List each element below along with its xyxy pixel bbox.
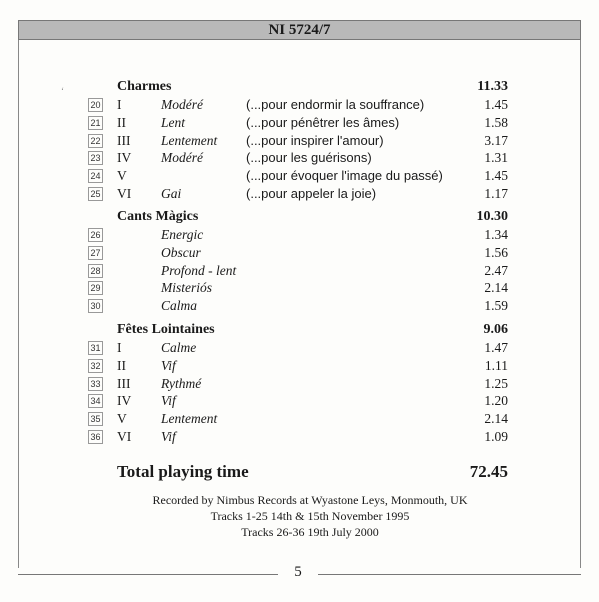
track-number: 23	[88, 151, 103, 165]
movement-numeral: VI	[117, 429, 132, 444]
track-number: 32	[88, 359, 103, 373]
track-row	[0, 150, 599, 168]
movement-numeral: IV	[117, 393, 132, 409]
track-number: 34	[88, 394, 103, 408]
movement-numeral: II	[117, 114, 126, 130]
movement-numeral: VI	[117, 186, 132, 201]
catalog-header: NI 5724/7	[18, 20, 581, 40]
movement-subtitle: (...pour évoquer l'image du passé)	[246, 168, 443, 184]
tempo-marking: Vif	[161, 357, 176, 373]
track-number: 21	[88, 116, 103, 130]
footer-rule-right	[318, 574, 581, 575]
track-number: 31	[88, 341, 103, 355]
track-duration: 1.47	[484, 340, 508, 355]
track-duration: 2.14	[484, 411, 508, 427]
track-duration: 1.59	[484, 298, 508, 314]
movement-numeral: IV	[117, 150, 132, 166]
track-number: 26	[88, 228, 103, 242]
track-row	[0, 227, 599, 245]
track-duration: 1.58	[484, 114, 508, 130]
track-row	[0, 429, 599, 447]
track-duration: 2.47	[484, 262, 508, 278]
tempo-marking: Rythmé	[161, 375, 202, 391]
track-duration: 1.20	[484, 393, 508, 409]
total-playing-time-label: Total playing time	[117, 462, 249, 481]
track-number: 35	[88, 412, 103, 426]
section-title: Cants Màgics	[117, 209, 199, 224]
track-duration: 1.34	[484, 227, 508, 242]
tempo-marking: Vif	[161, 393, 176, 409]
track-row	[0, 280, 599, 298]
tempo-marking: Lent	[161, 114, 186, 130]
section-title: Charmes	[117, 79, 172, 94]
page-number: 5	[294, 564, 302, 580]
track-duration: 2.14	[484, 280, 508, 296]
track-row	[0, 245, 599, 263]
track-duration: 1.56	[484, 244, 508, 260]
tempo-marking: Modéré	[161, 97, 203, 112]
movement-numeral: V	[117, 168, 127, 184]
track-duration: 1.17	[484, 186, 508, 201]
credits-session-1: Tracks 1-25 14th & 15th November 1995	[210, 509, 410, 523]
track-number: 28	[88, 264, 103, 278]
movement-subtitle: (...pour pénêtrer les âmes)	[246, 114, 400, 130]
track-number: 20	[88, 98, 103, 112]
credits-recorded: Recorded by Nimbus Records at Wyastone Leys, Monmouth, UK	[152, 493, 468, 507]
track-row	[0, 186, 599, 204]
movement-numeral: I	[117, 97, 122, 112]
tempo-marking: Vif	[161, 429, 176, 444]
movement-numeral: III	[117, 375, 131, 391]
tempo-marking: Calma	[161, 298, 198, 314]
track-row	[0, 358, 599, 376]
track-duration: 1.31	[484, 150, 508, 166]
tempo-marking: Misteriós	[161, 280, 213, 296]
track-number: 27	[88, 246, 103, 260]
track-number: 25	[88, 187, 103, 201]
tempo-marking: Calme	[161, 340, 197, 355]
movement-subtitle: (...pour endormir la souffrance)	[246, 97, 425, 112]
movement-numeral: I	[117, 340, 122, 355]
track-number: 22	[88, 134, 103, 148]
tempo-marking: Profond - lent	[161, 262, 237, 278]
track-row	[0, 376, 599, 394]
track-row	[0, 393, 599, 411]
margin-mark: ʻ	[61, 86, 64, 96]
track-duration: 1.09	[484, 429, 508, 444]
track-number: 30	[88, 299, 103, 313]
movement-subtitle: (...pour inspirer l'amour)	[246, 132, 384, 148]
track-row	[0, 97, 599, 115]
track-row	[0, 133, 599, 151]
movement-subtitle: (...pour les guérisons)	[246, 150, 372, 166]
movement-numeral: II	[117, 357, 126, 373]
tempo-marking: Lentement	[161, 132, 218, 148]
section-total-time: 9.06	[483, 322, 508, 337]
track-duration: 1.45	[484, 168, 508, 184]
track-row	[0, 168, 599, 186]
track-row	[0, 340, 599, 358]
track-duration: 1.45	[484, 97, 508, 112]
track-number: 36	[88, 430, 103, 444]
tempo-marking: Energic	[161, 227, 204, 242]
track-duration: 3.17	[484, 132, 508, 148]
tempo-marking: Gai	[161, 186, 182, 201]
tempo-marking: Obscur	[161, 244, 201, 260]
track-row	[0, 298, 599, 316]
track-duration: 1.25	[484, 375, 508, 391]
section-total-time: 11.33	[477, 79, 508, 94]
track-number: 33	[88, 377, 103, 391]
movement-numeral: V	[117, 411, 127, 427]
tempo-marking: Lentement	[161, 411, 218, 427]
total-playing-time-value: 72.45	[469, 462, 508, 481]
movement-numeral: III	[117, 132, 131, 148]
footer-rule-left	[18, 574, 278, 575]
section-title: Fêtes Lointaines	[117, 322, 215, 337]
track-row	[0, 115, 599, 133]
track-number: 29	[88, 281, 103, 295]
tempo-marking: Modéré	[161, 150, 203, 166]
section-total-time: 10.30	[476, 209, 508, 224]
track-row	[0, 263, 599, 281]
credits-session-2: Tracks 26-36 19th July 2000	[241, 525, 379, 539]
track-duration: 1.11	[484, 357, 508, 373]
track-row	[0, 411, 599, 429]
movement-subtitle: (...pour appeler la joie)	[246, 186, 377, 201]
track-number: 24	[88, 169, 103, 183]
